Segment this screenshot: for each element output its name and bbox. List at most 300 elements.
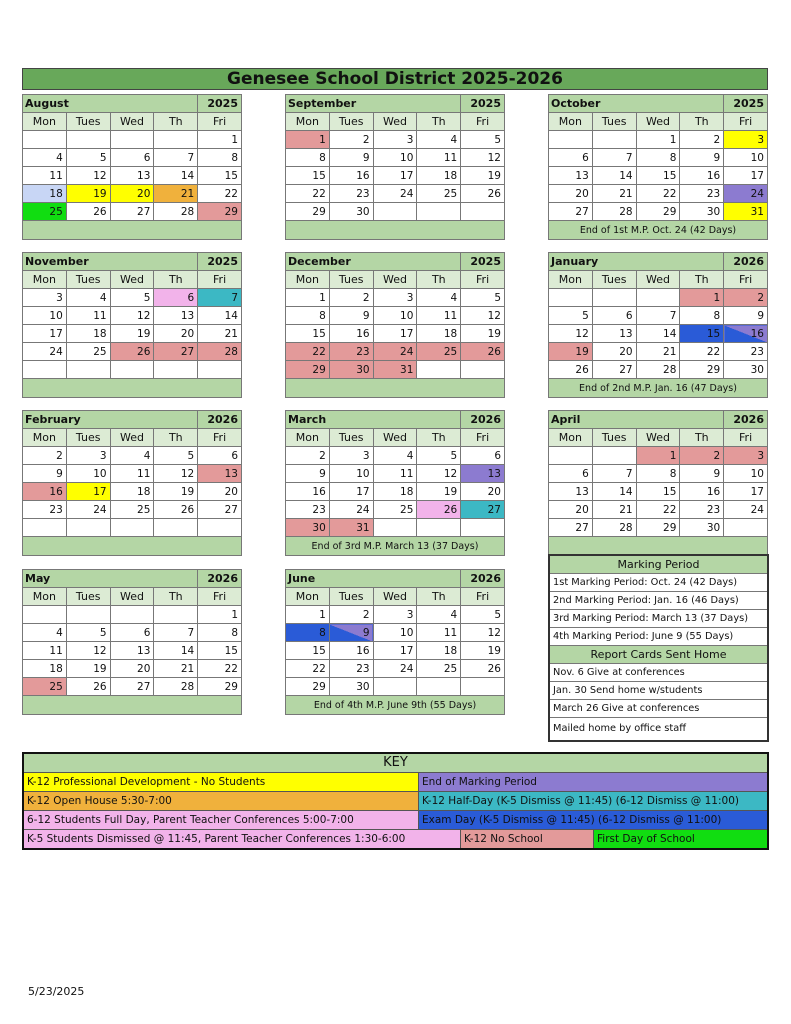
day-cell: 21 <box>198 325 242 343</box>
week-row <box>286 149 505 167</box>
day-cell: 26 <box>461 343 505 361</box>
week-row <box>549 289 768 307</box>
empty-day-cell <box>592 131 636 149</box>
day-cell: 5 <box>417 447 461 465</box>
day-cell: 25 <box>417 660 461 678</box>
day-cell: 24 <box>66 501 110 519</box>
day-cell: 10 <box>724 149 768 167</box>
calendar-title: Genesee School District 2025-2026 <box>22 68 768 90</box>
key-open-house: K-12 Open House 5:30-7:00 <box>24 792 419 810</box>
week-row <box>286 167 505 185</box>
day-cell: 1 <box>198 131 242 149</box>
weekday-label: Fri <box>198 271 242 289</box>
empty-day-cell <box>461 519 505 537</box>
month-footer-note: End of 1st M.P. Oct. 24 (42 Days) <box>549 221 768 240</box>
week-row <box>549 519 768 537</box>
month-may <box>22 569 242 715</box>
marking-period-item: 1st Marking Period: Oct. 24 (42 Days) <box>550 574 767 592</box>
day-cell: 10 <box>23 307 67 325</box>
day-cell: 29 <box>636 203 680 221</box>
month-name: April <box>549 411 724 429</box>
month-footer-note: End of 2nd M.P. Jan. 16 (47 Days) <box>549 379 768 398</box>
day-cell: 24 <box>724 185 768 203</box>
day-cell: 4 <box>417 289 461 307</box>
day-cell: 21 <box>154 185 198 203</box>
day-cell: 9 <box>329 624 373 642</box>
day-cell: 27 <box>549 203 593 221</box>
day-cell: 16 <box>329 167 373 185</box>
week-row <box>23 131 242 149</box>
month-december <box>285 252 505 398</box>
week-row <box>23 167 242 185</box>
day-cell: 19 <box>154 483 198 501</box>
month-name: September <box>286 95 461 113</box>
weekday-label: Fri <box>724 113 768 131</box>
day-cell: 6 <box>461 447 505 465</box>
day-cell: 3 <box>23 289 67 307</box>
day-cell: 12 <box>66 642 110 660</box>
month-footer-note: End of 3rd M.P. March 13 (37 Days) <box>286 537 505 556</box>
day-cell: 23 <box>286 501 330 519</box>
day-cell: 13 <box>461 465 505 483</box>
day-cell: 16 <box>329 642 373 660</box>
print-date: 5/23/2025 <box>28 985 85 998</box>
weekday-label: Th <box>417 588 461 606</box>
month-october <box>548 94 768 240</box>
day-cell: 11 <box>373 465 417 483</box>
weekday-label: Th <box>154 429 198 447</box>
weekday-label: Th <box>417 271 461 289</box>
weekday-label: Th <box>680 271 724 289</box>
day-cell: 12 <box>549 325 593 343</box>
day-cell: 25 <box>417 185 461 203</box>
month-name: January <box>549 253 724 271</box>
week-row <box>23 642 242 660</box>
empty-day-cell <box>724 519 768 537</box>
day-cell: 23 <box>23 501 67 519</box>
day-cell: 26 <box>549 361 593 379</box>
weekday-label: Mon <box>23 271 67 289</box>
empty-day-cell <box>461 203 505 221</box>
day-cell: 28 <box>198 343 242 361</box>
day-cell: 17 <box>373 167 417 185</box>
key-k5-conferences: K-5 Students Dismissed @ 11:45, Parent Teacher Conferences 1:30-6:00 <box>24 830 461 848</box>
day-cell: 29 <box>286 361 330 379</box>
day-cell: 6 <box>198 447 242 465</box>
empty-day-cell <box>417 361 461 379</box>
day-cell: 30 <box>724 361 768 379</box>
month-february <box>22 410 242 556</box>
day-cell: 29 <box>680 361 724 379</box>
weekday-label: Th <box>680 113 724 131</box>
month-name: November <box>23 253 198 271</box>
day-cell: 14 <box>592 167 636 185</box>
day-cell: 16 <box>286 483 330 501</box>
empty-day-cell <box>417 678 461 696</box>
day-cell: 15 <box>680 325 724 343</box>
day-cell: 7 <box>154 149 198 167</box>
day-cell: 31 <box>373 361 417 379</box>
weekday-label: Mon <box>286 271 330 289</box>
day-cell: 9 <box>724 307 768 325</box>
day-cell: 25 <box>23 203 67 221</box>
day-cell: 23 <box>680 501 724 519</box>
week-row <box>23 149 242 167</box>
day-cell: 19 <box>461 167 505 185</box>
day-cell: 11 <box>66 307 110 325</box>
month-name: August <box>23 95 198 113</box>
week-row <box>23 307 242 325</box>
day-cell: 11 <box>417 307 461 325</box>
week-row <box>23 343 242 361</box>
day-cell: 12 <box>461 624 505 642</box>
key-header: KEY <box>24 754 767 773</box>
weekday-label: Th <box>417 429 461 447</box>
day-cell: 22 <box>286 660 330 678</box>
day-cell: 4 <box>110 447 154 465</box>
day-cell: 14 <box>636 325 680 343</box>
month-year: 2026 <box>724 253 768 271</box>
day-cell: 2 <box>23 447 67 465</box>
day-cell: 30 <box>329 361 373 379</box>
day-cell: 30 <box>329 678 373 696</box>
day-cell: 10 <box>373 149 417 167</box>
weekday-label: Wed <box>110 429 154 447</box>
day-cell: 14 <box>154 167 198 185</box>
day-cell: 31 <box>724 203 768 221</box>
day-cell: 23 <box>329 660 373 678</box>
day-cell: 8 <box>636 149 680 167</box>
day-cell: 20 <box>461 483 505 501</box>
day-cell: 8 <box>680 307 724 325</box>
weekday-label: Wed <box>373 429 417 447</box>
day-cell: 17 <box>329 483 373 501</box>
month-footer-note <box>549 537 768 556</box>
day-cell: 12 <box>154 465 198 483</box>
weekday-label: Fri <box>461 271 505 289</box>
day-cell: 25 <box>110 501 154 519</box>
day-cell: 19 <box>66 185 110 203</box>
report-card-item: March 26 Give at conferences <box>550 700 767 718</box>
day-cell: 16 <box>724 325 768 343</box>
key-professional-development: K-12 Professional Development - No Students <box>24 773 419 791</box>
day-cell: 1 <box>198 606 242 624</box>
weekday-label: Tues <box>329 271 373 289</box>
day-cell: 9 <box>23 465 67 483</box>
day-cell: 23 <box>724 343 768 361</box>
week-row <box>549 483 768 501</box>
day-cell: 8 <box>636 465 680 483</box>
week-row <box>286 343 505 361</box>
day-cell: 18 <box>66 325 110 343</box>
day-cell: 12 <box>461 307 505 325</box>
day-cell: 4 <box>23 149 67 167</box>
weekday-label: Wed <box>636 429 680 447</box>
weekday-label: Tues <box>592 271 636 289</box>
day-cell: 6 <box>592 307 636 325</box>
day-cell: 8 <box>286 624 330 642</box>
weekday-label: Fri <box>198 113 242 131</box>
day-cell: 22 <box>636 185 680 203</box>
month-footer-note <box>286 221 505 240</box>
month-year: 2026 <box>724 411 768 429</box>
week-row <box>23 501 242 519</box>
day-cell: 5 <box>154 447 198 465</box>
day-cell: 15 <box>636 483 680 501</box>
week-row <box>286 678 505 696</box>
day-cell: 13 <box>549 167 593 185</box>
day-cell: 1 <box>636 447 680 465</box>
day-cell: 24 <box>724 501 768 519</box>
week-row <box>286 501 505 519</box>
day-cell: 4 <box>66 289 110 307</box>
month-january <box>548 252 768 398</box>
day-cell: 17 <box>23 325 67 343</box>
day-cell: 13 <box>198 465 242 483</box>
day-cell: 27 <box>154 343 198 361</box>
day-cell: 13 <box>110 167 154 185</box>
week-row <box>23 361 242 379</box>
day-cell: 22 <box>286 343 330 361</box>
week-row <box>23 624 242 642</box>
empty-day-cell <box>110 606 154 624</box>
report-card-item: Nov. 6 Give at conferences <box>550 664 767 682</box>
empty-day-cell <box>23 519 67 537</box>
day-cell: 8 <box>198 149 242 167</box>
month-november <box>22 252 242 398</box>
day-cell: 16 <box>23 483 67 501</box>
weekday-label: Tues <box>66 588 110 606</box>
day-cell: 24 <box>329 501 373 519</box>
day-cell: 16 <box>329 325 373 343</box>
day-cell: 2 <box>724 289 768 307</box>
month-year: 2025 <box>461 95 505 113</box>
day-cell: 8 <box>286 307 330 325</box>
day-cell: 25 <box>66 343 110 361</box>
marking-period-item: 2nd Marking Period: Jan. 16 (46 Days) <box>550 592 767 610</box>
day-cell: 2 <box>680 131 724 149</box>
weekday-label: Wed <box>110 588 154 606</box>
day-cell: 20 <box>549 185 593 203</box>
empty-day-cell <box>636 289 680 307</box>
day-cell: 20 <box>110 185 154 203</box>
report-cards-header: Report Cards Sent Home <box>550 646 767 664</box>
week-row <box>286 307 505 325</box>
day-cell: 3 <box>724 131 768 149</box>
day-cell: 9 <box>286 465 330 483</box>
empty-day-cell <box>373 203 417 221</box>
day-cell: 23 <box>680 185 724 203</box>
week-row <box>549 185 768 203</box>
week-row <box>23 289 242 307</box>
empty-day-cell <box>592 447 636 465</box>
day-cell: 16 <box>680 483 724 501</box>
day-cell: 12 <box>110 307 154 325</box>
week-row <box>286 660 505 678</box>
day-cell: 6 <box>110 624 154 642</box>
report-card-item: Mailed home by office staff <box>553 723 686 734</box>
day-cell: 1 <box>286 289 330 307</box>
week-row <box>549 501 768 519</box>
month-footer-note: End of 4th M.P. June 9th (55 Days) <box>286 696 505 715</box>
month-year: 2025 <box>198 253 242 271</box>
empty-day-cell <box>417 203 461 221</box>
weekday-label: Fri <box>461 113 505 131</box>
day-cell: 6 <box>549 149 593 167</box>
day-cell: 3 <box>373 606 417 624</box>
day-cell: 11 <box>110 465 154 483</box>
weekday-label: Wed <box>636 113 680 131</box>
day-cell: 26 <box>66 203 110 221</box>
day-cell: 29 <box>636 519 680 537</box>
day-cell: 24 <box>373 343 417 361</box>
week-row <box>286 519 505 537</box>
month-name: June <box>286 570 461 588</box>
week-row <box>549 361 768 379</box>
key-half-day: K-12 Half-Day (K-5 Dismiss @ 11:45) (6-12 Dismiss @ 11:00) <box>419 792 767 810</box>
marking-period-header: Marking Period <box>550 556 767 574</box>
week-row <box>23 519 242 537</box>
week-row <box>23 203 242 221</box>
empty-day-cell <box>549 131 593 149</box>
day-cell: 27 <box>110 678 154 696</box>
week-row <box>286 483 505 501</box>
day-cell: 29 <box>198 678 242 696</box>
day-cell: 9 <box>680 149 724 167</box>
month-year: 2025 <box>198 95 242 113</box>
month-year: 2025 <box>461 253 505 271</box>
day-cell: 15 <box>286 642 330 660</box>
day-cell: 24 <box>23 343 67 361</box>
empty-day-cell <box>154 131 198 149</box>
weekday-label: Fri <box>724 429 768 447</box>
day-cell: 22 <box>198 185 242 203</box>
day-cell: 11 <box>417 149 461 167</box>
empty-day-cell <box>461 678 505 696</box>
week-row <box>23 678 242 696</box>
day-cell: 20 <box>110 660 154 678</box>
day-cell: 1 <box>636 131 680 149</box>
key-end-marking-period: End of Marking Period <box>419 773 767 791</box>
month-name: March <box>286 411 461 429</box>
legend-key <box>22 752 769 850</box>
day-cell: 7 <box>198 289 242 307</box>
report-card-item: Jan. 30 Send home w/students <box>550 682 767 700</box>
day-cell: 27 <box>198 501 242 519</box>
month-year: 2026 <box>461 411 505 429</box>
day-cell: 20 <box>549 501 593 519</box>
day-cell: 3 <box>373 131 417 149</box>
day-cell: 19 <box>549 343 593 361</box>
week-row <box>23 465 242 483</box>
weekday-label: Fri <box>724 271 768 289</box>
day-cell: 28 <box>154 203 198 221</box>
day-cell: 5 <box>461 289 505 307</box>
day-cell: 2 <box>329 131 373 149</box>
weekday-label: Mon <box>549 113 593 131</box>
day-cell: 18 <box>23 660 67 678</box>
day-cell: 14 <box>592 483 636 501</box>
day-cell: 6 <box>549 465 593 483</box>
day-cell: 2 <box>286 447 330 465</box>
day-cell: 20 <box>198 483 242 501</box>
day-cell: 23 <box>329 343 373 361</box>
empty-day-cell <box>110 519 154 537</box>
day-cell: 29 <box>286 203 330 221</box>
day-cell: 4 <box>373 447 417 465</box>
day-cell: 17 <box>724 167 768 185</box>
empty-day-cell <box>549 447 593 465</box>
weekday-label: Tues <box>66 271 110 289</box>
week-row <box>286 289 505 307</box>
month-august <box>22 94 242 240</box>
month-april <box>548 410 768 556</box>
day-cell: 15 <box>198 642 242 660</box>
month-name: December <box>286 253 461 271</box>
week-row <box>286 361 505 379</box>
month-footer-note <box>23 221 242 240</box>
day-cell: 14 <box>154 642 198 660</box>
day-cell: 4 <box>417 131 461 149</box>
day-cell: 11 <box>23 167 67 185</box>
weekday-label: Wed <box>373 113 417 131</box>
day-cell: 8 <box>198 624 242 642</box>
weekday-label: Th <box>680 429 724 447</box>
day-cell: 19 <box>461 642 505 660</box>
day-cell: 20 <box>154 325 198 343</box>
week-row <box>286 606 505 624</box>
day-cell: 5 <box>110 289 154 307</box>
week-row <box>286 203 505 221</box>
week-row <box>286 624 505 642</box>
day-cell: 20 <box>592 343 636 361</box>
month-year: 2026 <box>461 570 505 588</box>
week-row <box>549 465 768 483</box>
week-row <box>286 325 505 343</box>
day-cell: 23 <box>329 185 373 203</box>
empty-day-cell <box>592 289 636 307</box>
day-cell: 10 <box>329 465 373 483</box>
day-cell: 29 <box>286 678 330 696</box>
day-cell: 28 <box>154 678 198 696</box>
day-cell: 1 <box>680 289 724 307</box>
month-name: May <box>23 570 198 588</box>
day-cell: 1 <box>286 606 330 624</box>
key-exam-day: Exam Day (K-5 Dismiss @ 11:45) (6-12 Dismiss @ 11:00) <box>419 811 767 829</box>
empty-day-cell <box>154 361 198 379</box>
weekday-label: Tues <box>66 113 110 131</box>
day-cell: 25 <box>373 501 417 519</box>
week-row <box>286 465 505 483</box>
day-cell: 4 <box>417 606 461 624</box>
day-cell: 26 <box>461 185 505 203</box>
marking-period-item: 3rd Marking Period: March 13 (37 Days) <box>550 610 767 628</box>
day-cell: 28 <box>592 519 636 537</box>
weekday-label: Mon <box>549 271 593 289</box>
weekday-label: Mon <box>286 113 330 131</box>
day-cell: 6 <box>110 149 154 167</box>
day-cell: 15 <box>286 167 330 185</box>
marking-period-item: 4th Marking Period: June 9 (55 Days) <box>550 628 767 646</box>
weekday-label: Th <box>417 113 461 131</box>
day-cell: 26 <box>461 660 505 678</box>
day-cell: 18 <box>110 483 154 501</box>
week-row <box>23 606 242 624</box>
day-cell: 9 <box>329 149 373 167</box>
day-cell: 13 <box>154 307 198 325</box>
week-row <box>23 185 242 203</box>
day-cell: 22 <box>198 660 242 678</box>
